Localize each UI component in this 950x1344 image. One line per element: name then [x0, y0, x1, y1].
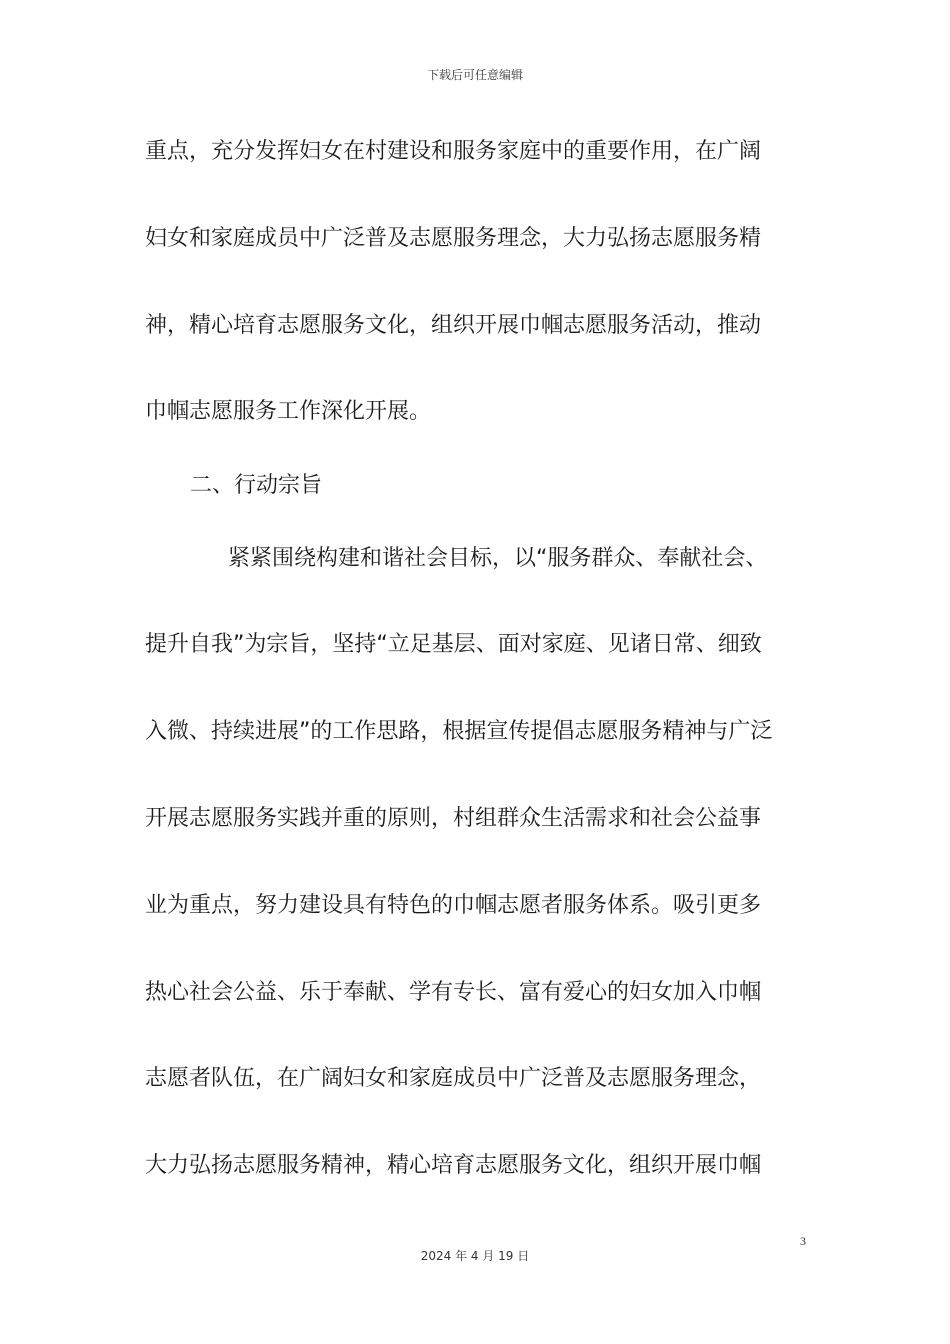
body-line-12: 志愿者队伍，在广阔妇女和家庭成员中广泛普及志愿服务理念， — [145, 1066, 762, 1091]
body-line-1: 重点，充分发挥妇女在村建设和服务家庭中的重要作用，在广阔 — [145, 139, 762, 164]
body-line-3: 神，精心培育志愿服务文化，组织开展巾帼志愿服务活动，推动 — [145, 313, 762, 338]
body-line-6: 紧紧围绕构建和谐社会目标，以“服务群众、奉献社会、 — [228, 546, 768, 571]
body-line-9: 开展志愿服务实践并重的原则，村组群众生活需求和社会公益事 — [145, 806, 762, 831]
body-line-10: 业为重点，努力建设具有特色的巾帼志愿者服务体系。吸引更多 — [145, 893, 762, 918]
body-line-8: 入微、持续进展”的工作思路，根据宣传提倡志愿服务精神与广泛 — [145, 719, 773, 744]
body-line-2: 妇女和家庭成员中广泛普及志愿服务理念，大力弘扬志愿服务精 — [145, 226, 762, 251]
section-heading: 二、行动宗旨 — [190, 473, 323, 498]
body-line-4: 巾帼志愿服务工作深化开展。 — [145, 399, 432, 424]
footer-date: 2024 年 4 月 19 日 — [420, 1249, 530, 1263]
body-line-11: 热心社会公益、乐于奉献、学有专长、富有爱心的妇女加入巾帼 — [145, 980, 762, 1005]
page-number: 3 — [800, 1234, 806, 1248]
body-line-7: 提升自我”为宗旨，坚持“立足基层、面对家庭、见诸日常、细致 — [145, 632, 762, 657]
body-line-13: 大力弘扬志愿服务精神，精心培育志愿服务文化，组织开展巾帼 — [145, 1153, 762, 1178]
page-header: 下载后可任意编辑 — [426, 68, 523, 82]
